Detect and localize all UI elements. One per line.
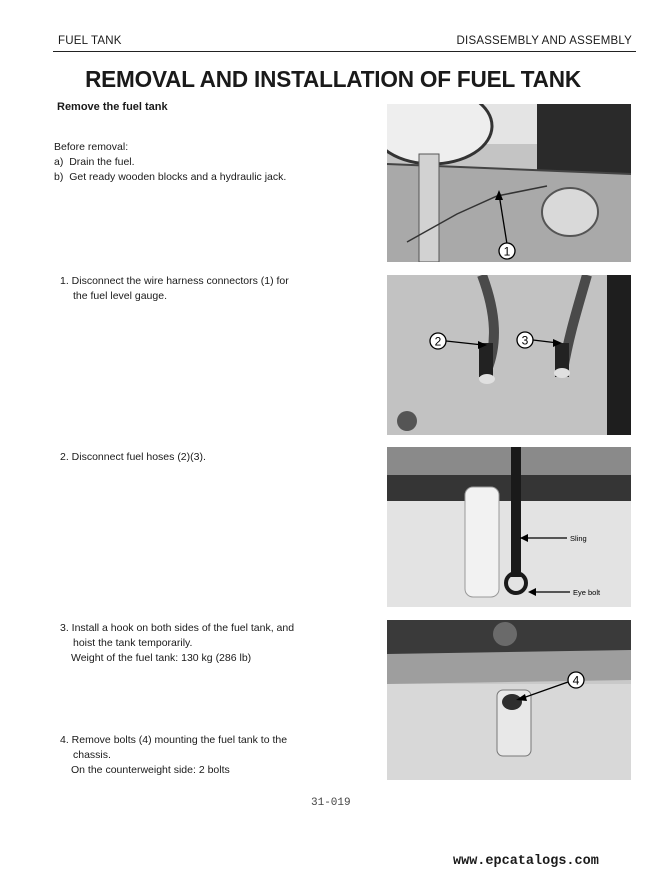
header-chapter-label: DISASSEMBLY AND ASSEMBLY [456,35,632,47]
step-2 [60,450,330,465]
header-section-label: FUEL TANK [58,35,122,47]
step-line: Weight of the fuel tank: 130 kg (286 lb) [71,652,252,664]
watermark-link[interactable]: www.epcatalogs.com [453,854,599,869]
step-line: 1. Disconnect the wire harness connectors (1) for [60,275,289,287]
photo-sling-eyebolt [387,447,631,607]
step-line: 2. Disconnect fuel hoses (2)(3). [60,451,206,463]
label-sling: Sling [570,534,587,543]
header-rule [53,51,636,52]
step-line: hoist the tank temporarily. [73,637,193,649]
step-line: chassis. [73,749,111,761]
page-title: REMOVAL AND INSTALLATION OF FUEL TANK [85,66,581,92]
before-removal-item [54,155,354,170]
label-eye-bolt: Eye bolt [573,588,601,597]
page-number: 31-019 [311,797,351,809]
before-removal-heading: Before removal: [54,141,129,153]
callout-1: 1 [503,244,511,259]
step-3 [60,621,330,666]
item-marker: a) [54,156,64,168]
step-line: On the counterweight side: 2 bolts [71,764,230,776]
step-4 [60,733,330,778]
step-line: 3. Install a hook on both sides of the fuel tank, and [60,622,295,634]
callout-4: 4 [572,673,580,688]
photo-wire-harness [387,104,631,262]
step-line: the fuel level gauge. [73,290,167,302]
before-removal-item [54,170,354,185]
item-marker: b) [54,171,64,183]
step-line: 4. Remove bolts (4) mounting the fuel tank to the [60,734,288,746]
section-subtitle: Remove the fuel tank [57,101,168,113]
item-text: Get ready wooden blocks and a hydraulic jack. [69,171,287,183]
callout-2: 2 [434,334,442,349]
callout-3: 3 [521,333,529,348]
photo-mounting-bolts [387,620,631,780]
item-text: Drain the fuel. [69,156,135,168]
photo-fuel-hoses [387,275,631,435]
step-1 [60,274,330,304]
